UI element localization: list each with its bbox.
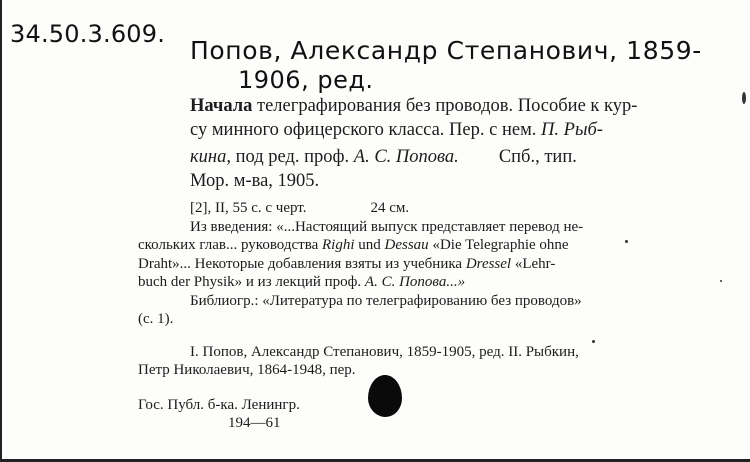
pagination: [2], II, 55 с. с черт. [190,200,307,216]
author-heading-line1: Попов, Александр Степанович, 1859- [190,36,702,65]
call-number: 34.50.3.609. [10,20,166,48]
holding-library: Гос. Публ. б-ка. Ленингр. [138,397,300,413]
card-left-edge [0,0,2,462]
author-heading-line2: 1906, ред. [238,66,374,94]
note-intro-line4-a: buch der Physik» и из лекций проф. [138,274,362,290]
note-intro-line1: Из введения: «...Настоящий выпуск представляет перевод не- [190,219,584,235]
title-line-2 [190,120,603,141]
title-line-2-text: су минного офицерского класса. Пер. с нем. [190,120,537,140]
title-line-3-mid: под ред. проф. [230,147,350,167]
title-line-1-rest: телеграфирования без проводов. Пособие к кур- [252,96,638,116]
bibliography-note-line1: Библиогр.: «Литература по телеграфированию без проводов» [190,293,582,309]
title-first-word: Начала [190,96,253,116]
tracing-line2: Петр Николаевич, 1864-1948, пер. [138,362,356,378]
library-code: 194—61 [228,415,281,431]
dimensions: 24 см. [370,200,410,216]
speck [720,280,722,282]
bibliography-note-line2: (с. 1). [138,311,174,327]
title-line-4: Мор. м-ва, 1905. [190,171,320,191]
translator-name-part2: кина, [190,147,231,167]
note-intro-line3 [138,256,555,273]
imprint-place: Спб., тип. [498,147,577,167]
note-intro-line3-a: Draht»... Некоторые добавления взяты из учебника [138,256,463,272]
tracing-line1: I. Попов, Александр Степанович, 1859-1905, ред. II. Рыбкин, [190,344,579,360]
editor-name: А. С. Попова. [353,147,459,167]
speck [625,240,628,243]
ink-blot [368,375,402,417]
collation [190,200,409,217]
note-intro-line3-b: «Lehr- [514,256,556,272]
note-dessau: Dessau [384,237,429,253]
translator-name-part1: П. Рыб- [541,120,603,140]
note-intro-line2 [138,237,569,254]
note-und: und [358,237,381,253]
note-intro-line2-a: скольких глав... руководства [138,237,319,253]
speck [592,340,595,343]
title-line-3 [190,147,577,168]
note-intro-line2-b: «Die Telegraphie ohne [432,237,569,253]
note-popov: А. С. Попова...» [364,274,466,290]
note-intro-line4 [138,274,465,291]
note-righi: Righi [322,237,355,253]
title-line-1 [190,96,637,117]
note-dressel: Dressel [465,256,512,272]
edge-mark [742,92,746,104]
